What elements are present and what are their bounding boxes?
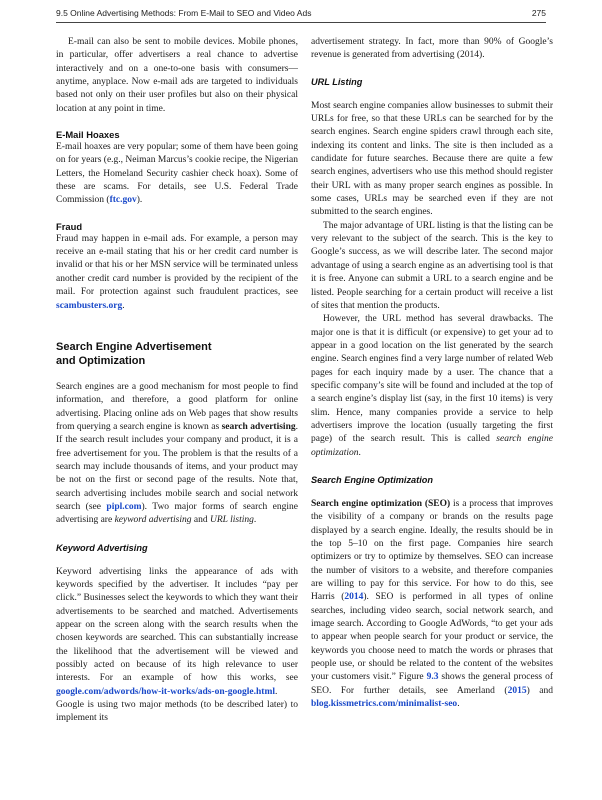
sea-text-1: Search engines are a good mechanism for most people to find information, and therefore, a good platform for online advertising. Placing online ads on Web pages that show results from querying a search engine is known as [56,381,298,432]
url-listing-paragraph-1: Most search engine companies allow businesses to submit their URLs for free, so that these URLs can be searched for by the search engines. Search engine spiders crawl through each site, indexing its content and links. The site is then included as a candidate for future searches. Because there are quite a few search engines, advertisers who use this method should register their URL with as many proper search engines as possible. In some cases, URLs may be searched even if they are not submitted to the search engines. [311,100,553,218]
header-rule [56,22,546,23]
scambusters-link[interactable]: scambusters.org [56,300,123,311]
fraud-end: . [122,300,125,311]
continued-paragraph: advertisement strategy. In fact, more than 90% of Google’s revenue is generated from advertising (2014). [311,37,553,61]
sea-text-2: . If the search result includes your company and product, it is a free advertisement for you. The problem is that the results of a search may include thousands of items, and your product may be not on the first or second page of the results. Note that, search advertising includes mobile search and social network search (see [56,421,298,512]
url-listing-heading: URL Listing [311,76,363,87]
section-heading-line-2: and Optimization [56,355,146,368]
sea-text-4: and [191,515,210,526]
hoaxes-heading: E-Mail Hoaxes [56,129,120,141]
url-p3-end: . [358,447,361,458]
kissmetrics-link[interactable]: blog.kissmetrics.com/minimalist-seo [311,699,458,710]
url-listing-paragraph-2: The major advantage of URL listing is that the listing can be very relevant to the subject of the search. This is the key to Google’s success, as we will describe later. The second major advantage of using a search engine as an advertising tool is that it is free. Anyone can submit a URL to a search engine and be listed. People searching for a certain product will receive a list of sites that mention the products. [311,220,553,311]
running-head [56,8,546,22]
url-p3-text: However, the URL method has several drawbacks. The major one is that it is difficult (or expensive) to get your ad to appear in a good location on the list generated by the search engine. Search engines find a very large number of related Web pages for each inquiry made by a user. The chance that a specific company’s site will be found and included at the top of a search engine’s display list (say, in the first 10 items) is very slim. Hence, many companies provide a service to help advertisers improve the location (usually targeting the first page) of the search result. This is called [311,314,553,445]
seo-text-4: ) and [526,685,553,696]
kw-text-2: . Google is using two major methods (to be described later) to implement its [56,686,298,724]
search-ads-paragraph [56,381,298,528]
seo-text-1: is a process that improves the visibility of a company or brands on the results page displayed by a search engine. Ideally, the results should be in the top 5–10 on the first page. Companies hire search optimizers or try to optimize by themselves. SEO can increase the number of visitors to a website, and therefore companies are willing to pay for this service. For how to do this, see Harris ( [311,498,553,603]
url-listing-term: URL listing [209,515,254,526]
search-advertising-term: search advertising [221,421,296,432]
seo-term: Search engine optimization (SEO) [311,498,451,509]
keyword-advertising-term: keyword advertising [114,515,192,526]
kw-text-1: Keyword advertising links the appearance of ads with keywords specified by the advertiser. It includes “pay per click.” Businesses select the keywords to which they want their advertisements to be searched and matched. Advertisements appear on the screen along with the search results when the chosen keywords are searched. This can substantially increase the likelihood that the advertisement will be viewed and possibly acted on because of its high relevance to user interests. For an example of how this works, see [56,566,298,684]
hoaxes-paragraph [56,141,298,208]
seo-text-5: . [457,699,460,710]
google-adwords-link[interactable]: google.com/adwords/how-it-works/ads-on-google.html [56,686,276,697]
seo-paragraph [311,498,553,712]
section-heading-line-1: Search Engine Advertisement [56,340,212,353]
url-listing-paragraph-3 [311,313,553,460]
figure-ref-link[interactable]: 9.3 [426,672,439,683]
sea-text-3: ). Two major forms of search engine advertising are [56,501,298,526]
fraud-text: Fraud may happen in e-mail ads. For example, a person may receive an e-mail stating that his or her credit card number is invalid or that his or her MSN service will be terminated unless another credit card number is provided by the recipient of the mail. For protection against such fraudulent practices, see [56,233,298,298]
amerland-citation-link[interactable]: 2015 [507,685,527,696]
intro-paragraph: E-mail can also be sent to mobile devices. Mobile phones, in particular, offer advertisers a real chance to advertise interactively and on a one-to-one basis with consumers—anytime, anyplace. Now e-mail ads are targeted to individuals based not only on their user profiles but also on their physical location at any point in time. [56,37,298,114]
ftc-link[interactable]: ftc.gov [109,195,137,206]
hoaxes-end: ). [136,195,143,206]
seo-term-italic: search engine optimization [311,434,553,458]
seo-text-3: shows the general process of SEO. For further details, see Amerland ( [311,672,553,696]
page-number: 275 [531,8,546,18]
keyword-advertising-heading: Keyword Advertising [56,542,148,553]
right-column [311,36,553,791]
sea-text-5: . [253,515,257,526]
seo-heading: Search Engine Optimization [311,474,434,485]
fraud-paragraph [56,233,298,313]
keyword-advertising-paragraph [56,566,298,726]
chapter-title: 9.5 Online Advertising Methods: From E-Mail to SEO and Video Ads [56,8,312,18]
left-column [56,36,298,791]
pipl-link[interactable]: pipl.com [106,501,142,512]
harris-citation-link[interactable]: 2014 [344,592,364,603]
seo-text-2: ). SEO is performed in all types of online searches, including video search, social network search, and image search. According to Google AdWords, “to get your ads to appear when people search for your product or service, the keywords you choose need to match the words or phrases that people use, or should be related to the content of the websites your customers visit.” Figure [311,592,553,683]
fraud-heading: Fraud [56,220,83,232]
section-heading [56,340,298,369]
hoaxes-text: E-mail hoaxes are very popular; some of them have been going on for years (e.g., Neiman Marcus’s cookie recipe, the Nigerian Letters, the Homeland Security cashier check hoax). Some of these are scams. For details, see U.S. Federal Trade Commission ( [56,142,298,206]
